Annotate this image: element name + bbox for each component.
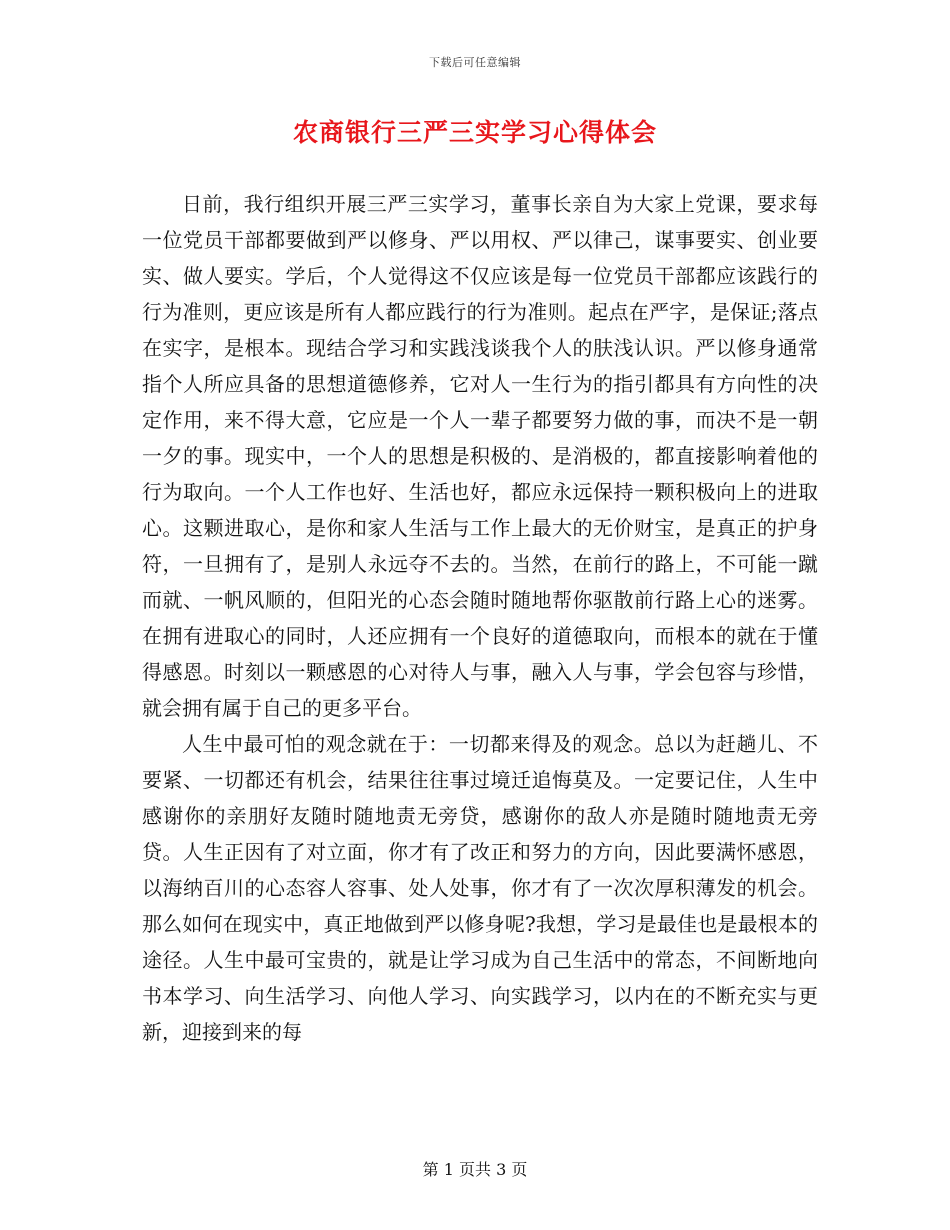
document-title: 农商银行三严三实学习心得体会 bbox=[292, 118, 657, 147]
document-body bbox=[142, 186, 818, 1050]
body-paragraph: 人生中最可怕的观念就在于：一切都来得及的观念。总以为赶趟儿、不要紧、一切都还有机会，结果往往事过境迁追悔莫及。一定要记住，人生中感谢你的亲朋好友随时随地责无旁贷，感谢你的敌人亦是随时随地责无旁贷。人生正因有了对立面，你才有了改正和努力的方向，因此要满怀感恩，以海纳百川的心态容人容事、处人处事，你才有了一次次厚积薄发的机会。那么如何在现实中，真正地做到严以修身呢?我想，学习是最佳也是最根本的途径。人生中最可宝贵的，就是让学习成为自己生活中的常态，不间断地向书本学习、向生活学习、向他人学习、向实践学习，以内在的不断充实与更新，迎接到来的每 bbox=[142, 732, 818, 1044]
page-header-note: 下载后可任意编辑 bbox=[429, 56, 521, 69]
page-number-footer: 第 1 页共 3 页 bbox=[422, 1160, 528, 1179]
body-paragraph: 日前，我行组织开展三严三实学习，董事长亲自为大家上党课，要求每一位党员干部都要做到严以修身、严以用权、严以律己，谋事要实、创业要实、做人要实。学后，个人觉得这不仅应该是每一位党员干部都应该践行的行为准则，更应该是所有人都应践行的行为准则。起点在严字，是保证;落点在实字，是根本。现结合学习和实践浅谈我个人的肤浅认识。严以修身通常指个人所应具备的思想道德修养，它对人一生行为的指引都具有方向性的决定作用，来不得大意，它应是一个人一辈子都要努力做的事，而决不是一朝一夕的事。现实中，一个人的思想是积极的、是消极的，都直接影响着他的行为取向。一个人工作也好、生活也好，都应永远保持一颗积极向上的进取心。这颗进取心，是你和家人生活与工作上最大的无价财宝，是真正的护身符，一旦拥有了，是别人永远夺不去的。当然，在前行的路上，不可能一蹴而就、一帆风顺的，但阳光的心态会随时随地帮你驱散前行路上心的迷雾。在拥有进取心的同时，人还应拥有一个良好的道德取向，而根本的就在于懂得感恩。时刻以一颗感恩的心对待人与事，融入人与事，学会包容与珍惜，就会拥有属于自己的更多平台。 bbox=[142, 192, 818, 720]
